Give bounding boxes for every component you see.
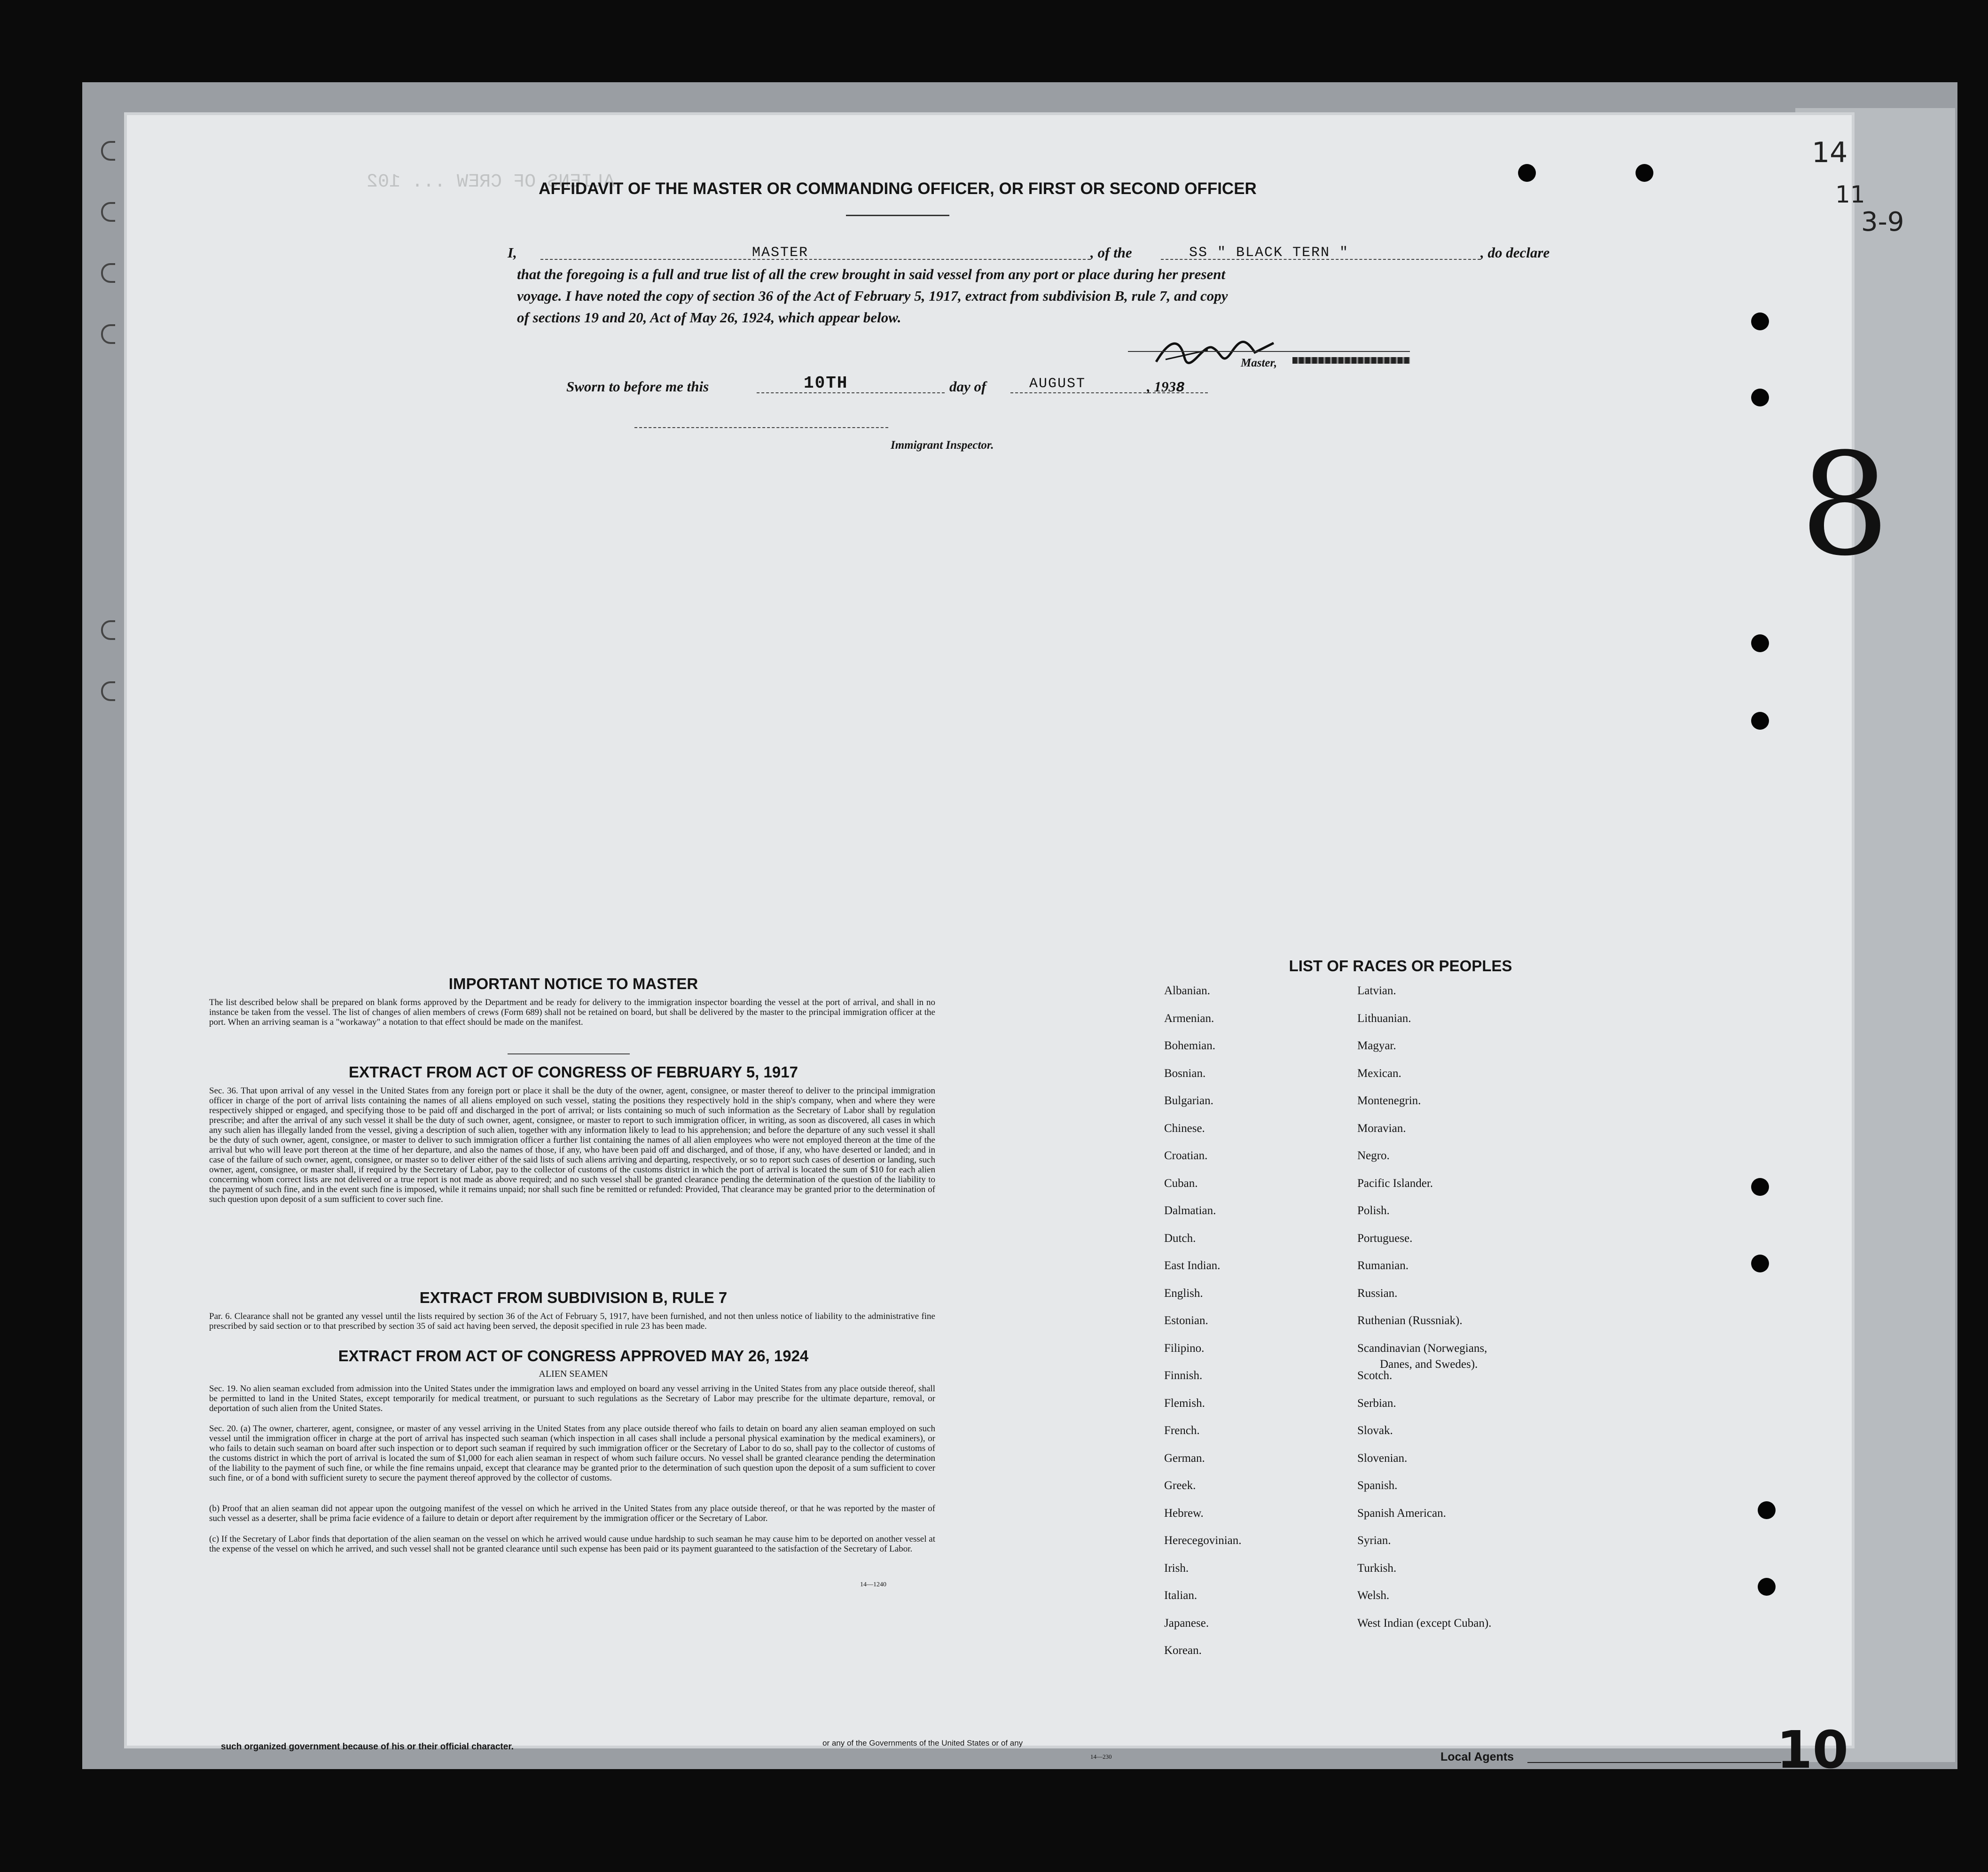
race-item: Negro. — [1357, 1149, 1390, 1162]
binder-ring — [101, 681, 115, 701]
struck-out-text — [1292, 357, 1410, 364]
race-item: Dutch. — [1164, 1232, 1196, 1245]
race-item: Albanian. — [1164, 984, 1210, 997]
local-agents-line — [1527, 1762, 1781, 1763]
races-title: LIST OF RACES OR PEOPLES — [1289, 957, 1512, 975]
race-item: Chinese. — [1164, 1122, 1205, 1135]
affidavit-line-3: voyage. I have noted the copy of section 36 of the Act of February 5, 1917, extract from subdivision B, rule 7, and copy — [517, 288, 1228, 304]
corner-page-number: 10 — [1777, 1720, 1849, 1780]
punch-hole — [1636, 164, 1653, 182]
punch-hole — [1751, 634, 1769, 652]
race-item: Greek. — [1164, 1479, 1196, 1492]
race-item: Portuguese. — [1357, 1232, 1413, 1245]
margin-note-b: 11 — [1835, 181, 1865, 208]
day-of-label: day of — [949, 378, 986, 395]
sworn-month-field: AUGUST — [1029, 376, 1086, 392]
margin-big-number: 8 — [1800, 423, 1890, 587]
sworn-day-line — [757, 392, 945, 393]
race-item: Serbian. — [1357, 1396, 1396, 1410]
binder-ring — [101, 202, 115, 222]
extract-1924-title: EXTRACT FROM ACT OF CONGRESS APPROVED MAY 26, 1924 — [338, 1347, 809, 1365]
punch-hole — [1758, 1501, 1776, 1519]
race-item: Bulgarian. — [1164, 1094, 1213, 1107]
race-item: Mexican. — [1357, 1067, 1401, 1080]
race-item: Latvian. — [1357, 984, 1396, 997]
affidavit-i-label: I, — [508, 244, 517, 261]
race-item: Dalmatian. — [1164, 1204, 1216, 1217]
inspector-label: Immigrant Inspector. — [891, 439, 994, 452]
race-item: Spanish American. — [1357, 1506, 1446, 1520]
affidavit-line-2: that the foregoing is a full and true list of all the crew brought in said vessel from any port or place during her present — [517, 266, 1226, 282]
race-item: Slovenian. — [1357, 1451, 1408, 1465]
race-item: Korean. — [1164, 1644, 1202, 1657]
extract-1917-title: EXTRACT FROM ACT OF CONGRESS OF FEBRUARY 5, 1917 — [349, 1063, 798, 1081]
race-item: Slovak. — [1357, 1424, 1393, 1437]
punch-hole — [1751, 1255, 1769, 1272]
sworn-label: Sworn to before me this — [566, 378, 709, 395]
year-label: , 1938 — [1147, 378, 1185, 396]
bleed-through-header: ALIENS OF CREW ... 102 — [367, 172, 615, 193]
race-item: West Indian (except Cuban). — [1357, 1616, 1492, 1630]
extract-rule7-title: EXTRACT FROM SUBDIVISION B, RULE 7 — [419, 1289, 728, 1306]
margin-note-a: 14 — [1812, 136, 1848, 169]
signature-line — [1128, 351, 1410, 352]
race-item: Polish. — [1357, 1204, 1390, 1217]
of-the-label: , of the — [1090, 244, 1132, 261]
race-item: East Indian. — [1164, 1259, 1221, 1272]
binder-ring — [101, 263, 115, 283]
inspector-signature-line — [634, 427, 888, 428]
punch-hole — [1751, 712, 1769, 730]
title-divider — [846, 215, 949, 216]
race-item: Bohemian. — [1164, 1039, 1216, 1052]
race-item: Welsh. — [1357, 1589, 1390, 1602]
race-item: Magyar. — [1357, 1039, 1396, 1052]
punch-hole — [1751, 312, 1769, 330]
official-character-text: such organized government because of his or their official character. — [221, 1742, 514, 1752]
race-item: Italian. — [1164, 1589, 1197, 1602]
margin-note-c: 3-9 — [1861, 207, 1904, 237]
race-item: Syrian. — [1357, 1534, 1391, 1547]
master-label: Master, — [1241, 357, 1277, 369]
race-item: Bosnian. — [1164, 1067, 1206, 1080]
race-item: Estonian. — [1164, 1314, 1208, 1327]
notice-text: The list described below shall be prepared on blank forms approved by the Department and be ready for delivery to the immigration inspector boarding the vessel at the port of arrival, and shall in no instance be taken from the vessel. The list of changes of alien members of crews (Form 689) shall not be retained on board, but shall be delivered by the master to the principal immigration officer at the port. When an arriving seaman is a "workaway" a notation to that effect should be made on the manifest. — [209, 998, 935, 1027]
race-item: Spanish. — [1357, 1479, 1398, 1492]
race-item: Armenian. — [1164, 1012, 1214, 1025]
race-item: English. — [1164, 1287, 1203, 1300]
race-item: Montenegrin. — [1357, 1094, 1421, 1107]
affidavit-line-4: of sections 19 and 20, Act of May 26, 1924, which appear below. — [517, 309, 901, 326]
affidavit-title: AFFIDAVIT OF THE MASTER OR COMMANDING OFFICER, OR FIRST OR SECOND OFFICER — [539, 179, 1257, 198]
race-item: Lithuanian. — [1357, 1012, 1411, 1025]
punch-hole — [1751, 1178, 1769, 1196]
race-item: Turkish. — [1357, 1561, 1397, 1575]
race-item: Irish. — [1164, 1561, 1189, 1575]
notice-title: IMPORTANT NOTICE TO MASTER — [448, 975, 698, 992]
vessel-name-field: SS " BLACK TERN " — [1189, 245, 1349, 261]
punch-hole — [1751, 389, 1769, 406]
officer-title-line — [540, 259, 1090, 260]
race-item: Hebrew. — [1164, 1506, 1204, 1520]
binder-ring — [101, 620, 115, 640]
race-item: Pacific Islander. — [1357, 1177, 1433, 1190]
form-number: 14—1240 — [860, 1581, 886, 1588]
sec20c-text: (c) If the Secretary of Labor finds that deportation of the alien seaman on the vessel on which he arrived would cause undue hardship to such seaman he may cause him to be deported on another vessel at the expense of the vessel on which he arrived, and such vessel shall not be granted clearance until such expense has been paid or its payment guaranteed to the satisfaction of the Secretary of Labor. — [209, 1534, 935, 1554]
punch-hole — [1518, 164, 1536, 182]
race-item: Croatian. — [1164, 1149, 1208, 1162]
race-item: Japanese. — [1164, 1616, 1209, 1630]
race-item: Moravian. — [1357, 1122, 1406, 1135]
punch-hole — [1758, 1578, 1776, 1596]
race-item: Danes, and Swedes). — [1380, 1357, 1478, 1371]
officer-title-field: MASTER — [752, 245, 809, 261]
alien-seamen-subtitle: ALIEN SEAMEN — [539, 1369, 608, 1379]
race-item: Finnish. — [1164, 1369, 1203, 1382]
sworn-day-field: 10TH — [804, 374, 848, 393]
race-item: Cuban. — [1164, 1177, 1198, 1190]
governments-fragment: or any of the Governments of the United States or of any — [822, 1739, 1023, 1747]
race-item: Russian. — [1357, 1287, 1398, 1300]
race-item: Rumanian. — [1357, 1259, 1409, 1272]
race-item: German. — [1164, 1451, 1205, 1465]
extract-rule7-text: Par. 6. Clearance shall not be granted any vessel until the lists required by section 36 of the Act of February 5, 1917, have been furnished, and not then unless notice of liability to the administrative fine prescribed by said section or to that prescribed by section 35 of said act having been served, the deposit specified in rule 23 has been made. — [209, 1311, 935, 1331]
notice-divider — [508, 1053, 630, 1054]
race-item: Herecegovinian. — [1164, 1534, 1242, 1547]
race-item: Scandinavian (Norwegians, — [1357, 1342, 1487, 1355]
local-agents-label: Local Agents — [1440, 1750, 1514, 1763]
form-number-2: 14—230 — [1090, 1753, 1112, 1760]
race-item: French. — [1164, 1424, 1200, 1437]
sec19-text: Sec. 19. No alien seaman excluded from admission into the United States under the immigration laws and employed on board any vessel arriving in the United States from any place outside thereof, shall be permitted to land in the United States, except temporarily for medical treatment, or pursuant to such regulations as the Secretary of Labor may prescribe for the ultimate departure, removal, or deportation of such alien from the United States. — [209, 1384, 935, 1413]
sec20b-text: (b) Proof that an alien seaman did not appear upon the outgoing manifest of the vessel on which he arrived in the United States from any place outside thereof, or that he was reported by the master of such vessel as a deserter, shall be prima facie evidence of a failure to detain or deport after requirement by the immigration officer or the Secretary of Labor. — [209, 1504, 935, 1523]
sec20a-text: Sec. 20. (a) The owner, charterer, agent, consignee, or master of any vessel arriving in the United States from any place outside thereof who fails to detain on board any alien seaman employed on such vessel until the immigration officer in charge at the port of arrival has inspected such seaman (which inspection in all cases shall include a personal physical examination by the medical examiners), or who fails to detain such seaman on board after such inspection or to deport such seaman if required by such immigration officer or the Secretary of Labor to do so, shall pay to the collector of customs of the customs district in which the port of arrival is located the sum of $1,000 for each alien seaman in respect of whom such failure occurs. No vessel shall be granted clearance pending the determination of the liability to the payment of such fine, or while the fine remains unpaid, except that clearance may be granted prior to the determination of such question upon the deposit of a sum sufficient to cover such fine, or of a bond with sufficient surety to secure the payment thereof approved by the collector of customs. — [209, 1424, 935, 1483]
binder-ring — [101, 324, 115, 344]
binder-ring — [101, 141, 115, 161]
race-item: Scotch. — [1357, 1369, 1393, 1382]
race-item: Flemish. — [1164, 1396, 1205, 1410]
race-item: Ruthenian (Russniak). — [1357, 1314, 1463, 1327]
race-item: Filipino. — [1164, 1342, 1205, 1355]
extract-1917-text: Sec. 36. That upon arrival of any vessel in the United States from any foreign port or place it shall be the duty of the owner, agent, consignee, or master thereof to deliver to the principal immigration officer in charge of the port of arrival lists containing the names of all aliens employed on such vessel, stating the positions they respectively hold in the ship's company, when and where they were respectively shipped or engaged, and specifying those to be paid off and discharged in the port of arrival; or lists containing so much of such information as the Secretary of Labor shall by regulation prescribe; and after the arrival of any such vessel it shall be the duty of such owner, agent, consignee, or master to report to such immigration officer, in writing, as soon as discovered, all cases in which any such alien has illegally landed from the vessel, giving a description of such alien, together with any information likely to lead to his apprehension; and before the departure of any such vessel it shall be the duty of such owner, agent, consignee, or master to deliver to such immigration officer a further list containing the names of all alien employees who were not employed thereon at the time of the arrival but who will leave port thereon at the time of her departure, and also the names of those, if any, who have been paid off and discharged, and of those, if any, who have deserted or landed; and in case of the failure of such owner, agent, consignee, or master so to deliver either of the said lists of such aliens arriving and departing, respectively, or so to report such cases of desertion or landing, such owner, agent, consignee, or master shall, if required by the Secretary of Labor, pay to the collector of customs of the customs district in which the port of arrival is located the sum of $10 for each alien concerning whom correct lists are not delivered or a true report is not made as above required; and no such vessel shall be granted clearance pending the determination of the question of the liability to the payment of such fine, and in the event such fine is imposed, while it remains unpaid; nor shall such fine be remitted or refunded: Provided, That clearance may be granted prior to the determination of such question upon deposit of a sum sufficient to cover such fine. — [209, 1086, 935, 1204]
declare-label: , do declare — [1480, 244, 1550, 261]
